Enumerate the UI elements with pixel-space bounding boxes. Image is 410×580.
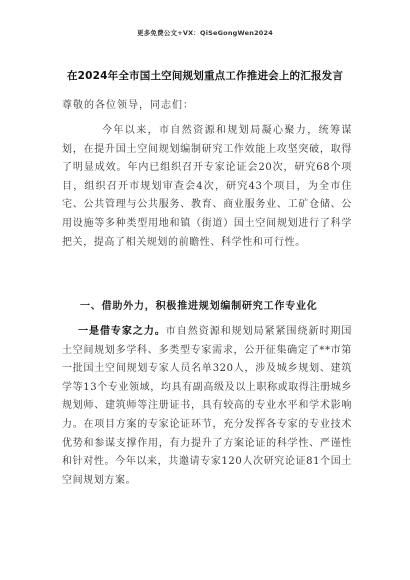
section-body-text: 市自然资源和规划局紧紧围绕新时期国土空间规划多学科、多类型专家需求，公开征集确定了**市第一批国土空间规划专家人员名单320人，涉及城乡规划、建筑学等13个专业领域，均具有副高级及以上职称或取得注册城乡规划师、建筑师等注册证书，具有较高的专业水平和学术影响力。在项目方案的专家论证环节，充分发挥各专家的专业技术优势和参谋支撑作用，有力提升了方案论证的科学性、严谨性和针对性。今年以来，共邀请专家120人次研究论证81个国土空间规划方案。 [62,326,352,486]
section-paragraph [62,323,352,490]
salutation: 尊敬的各位领导，同志们： [62,100,194,111]
document-title: 在2024年全市国土空间规划重点工作推进会上的汇报发言 [66,70,344,82]
header-note: 更多免费公文+VX：QiSeGongWen2024 [137,29,273,37]
section-lead: 一是借专家之力。 [78,326,166,337]
section-heading: 一、借助外力，积极推进规划编制研究工作专业化 [80,301,318,312]
intro-paragraph: 今年以来，市自然资源和规划局凝心聚力，统筹谋划，在提升国土空间规划编制研究工作效能上攻坚突破，取得了明显成效。年内已组织召开专家论证会20次，研究68个项目，组织召开市规划审查会4次，研究43个项目，为全市住宅、公共管理与公共服务、教育、商业服务业、工矿仓储、公用设施等多种类型用地和镇（街道）国土空间规划进行了科学把关，提高了相关规划的前瞻性、科学性和可行性。 [62,125,352,248]
